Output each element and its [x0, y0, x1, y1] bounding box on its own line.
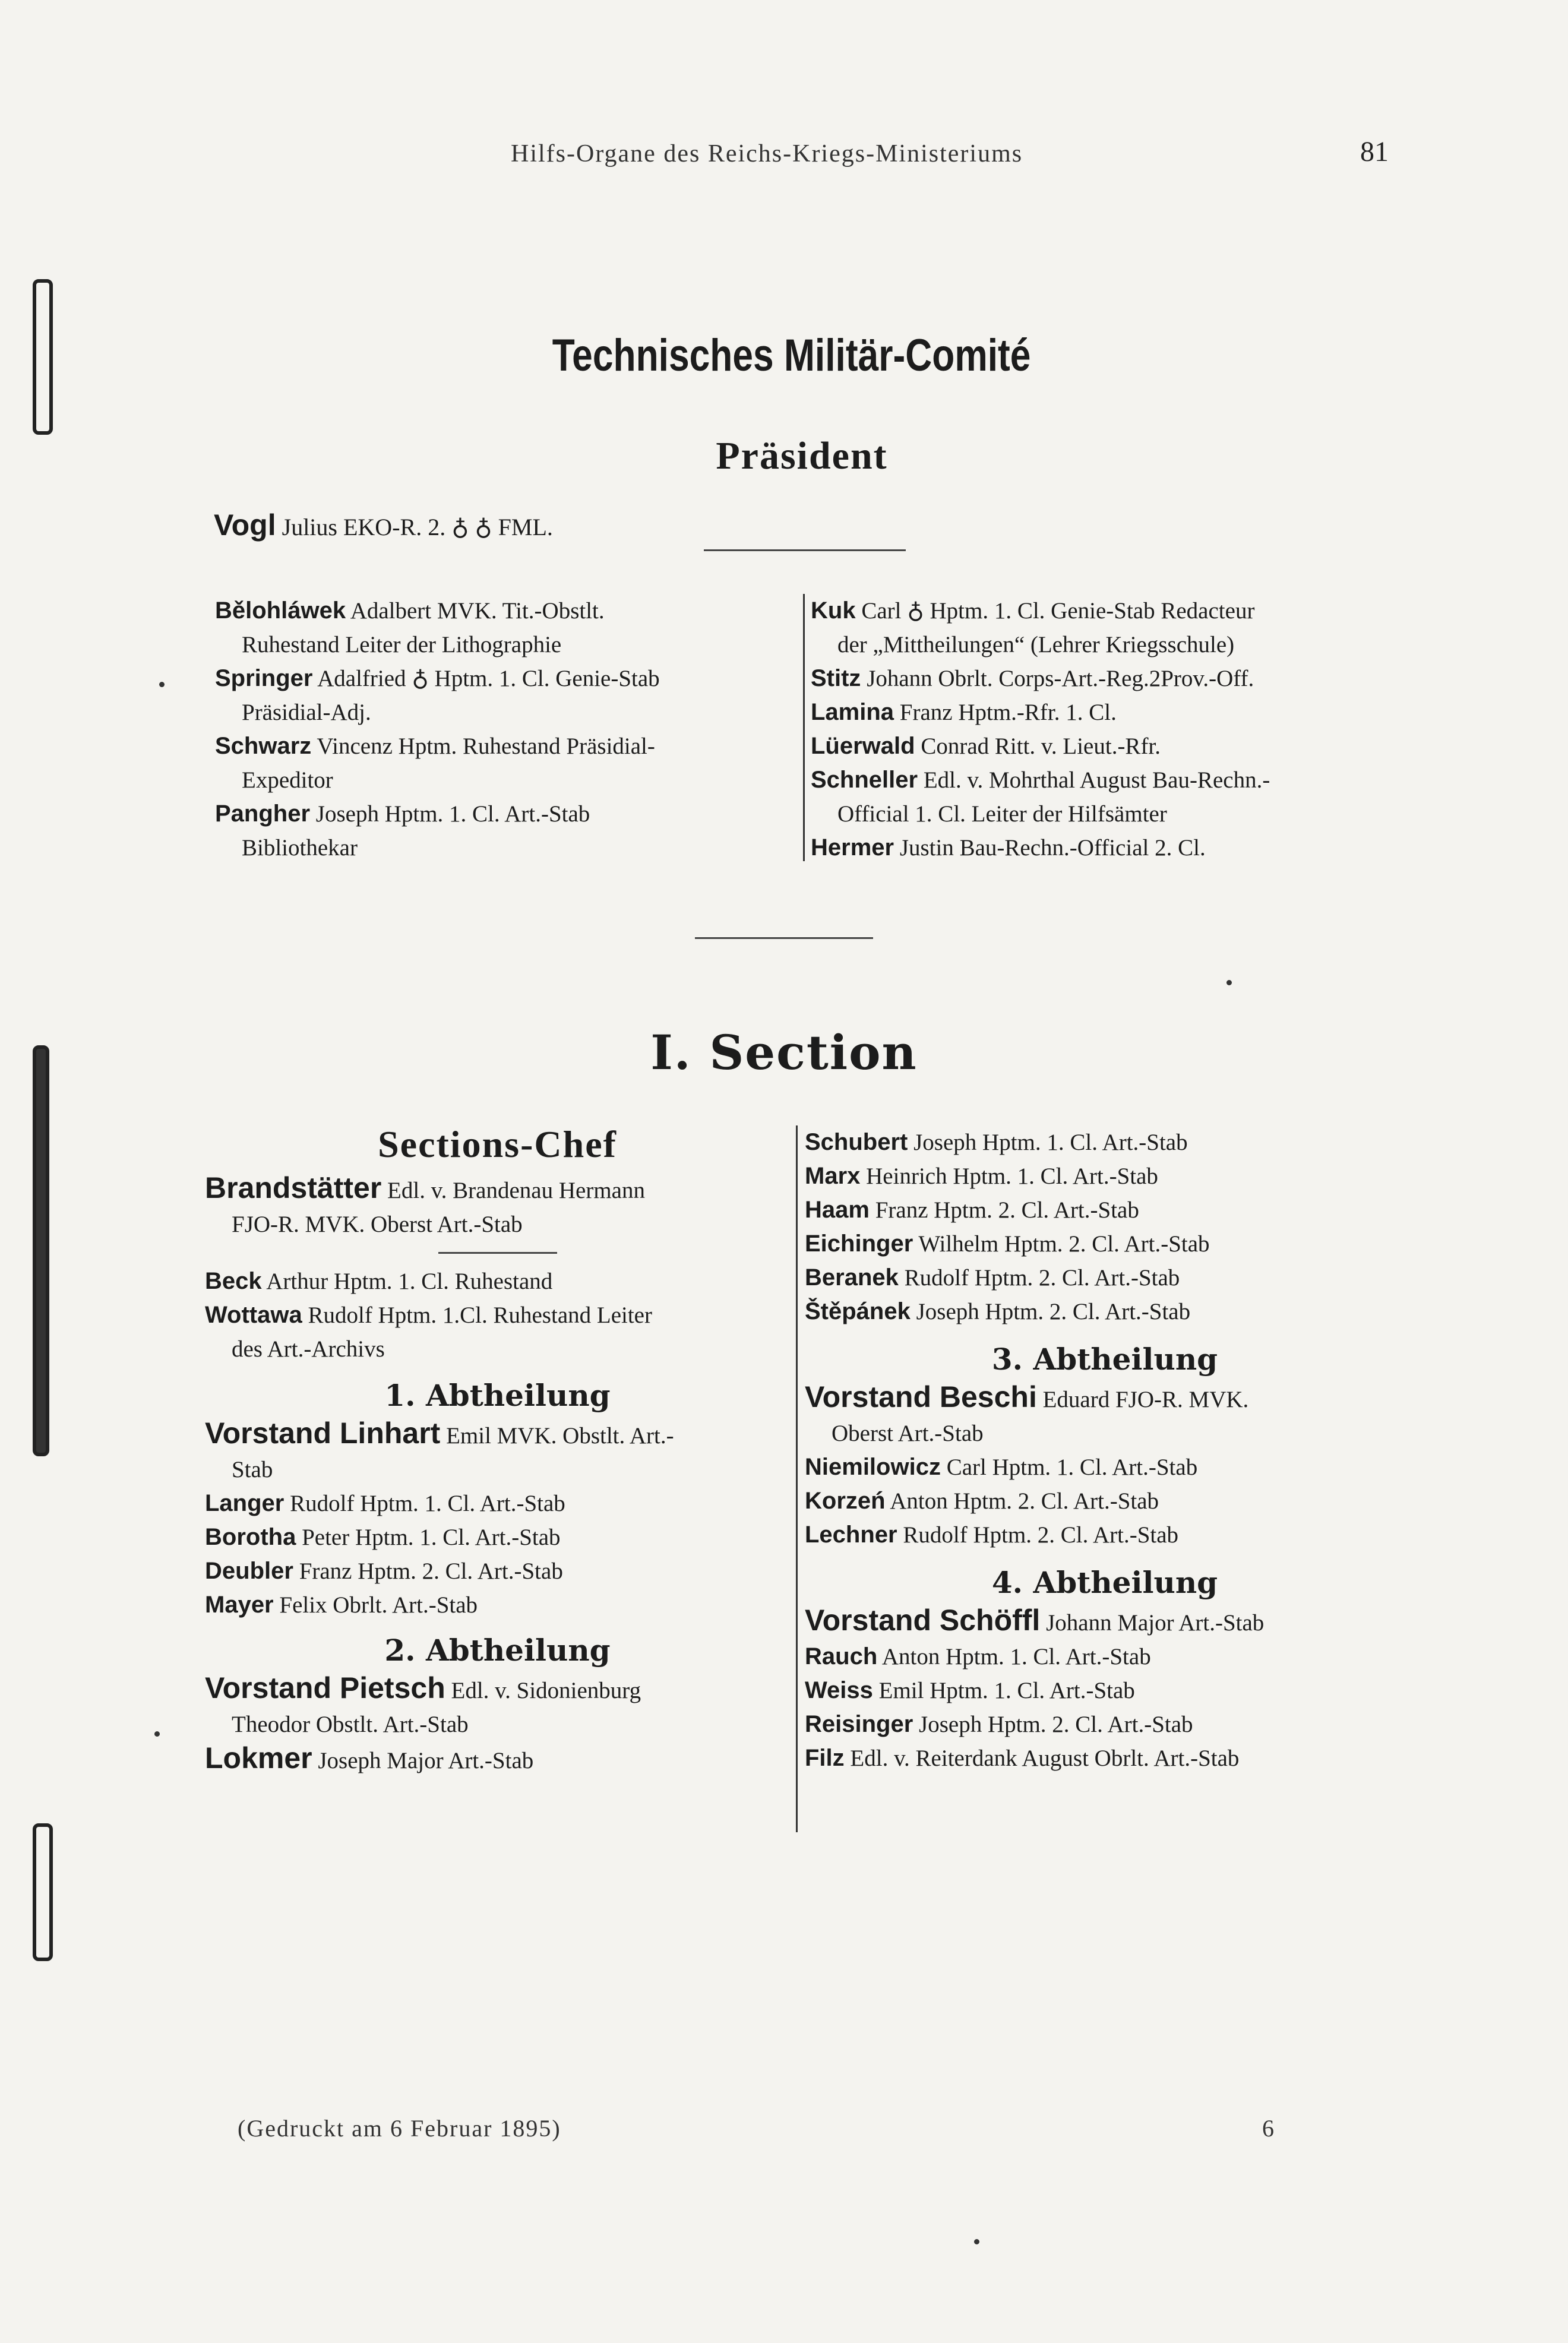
staff-entry: [805, 1604, 1405, 1640]
binding-edge: [33, 279, 53, 435]
staff-name: Springer: [215, 665, 313, 691]
staff-entry: [805, 1193, 1405, 1227]
staff-name: Vorstand Beschi: [805, 1380, 1037, 1414]
staff-entry: [805, 1518, 1405, 1552]
abt4-heading: 4. Abtheilung: [991, 1565, 1218, 1600]
staff-entry: [805, 1484, 1405, 1518]
staff-name: Langer: [205, 1490, 284, 1516]
staff-name: Weiss: [805, 1677, 873, 1703]
staff-details: Edl. v. Sidonienburg: [451, 1678, 641, 1703]
binding-edge: [33, 1823, 53, 1961]
staff-details: Rudolf Hptm. 2. Cl. Art.-Stab: [904, 1265, 1180, 1291]
staff-entry: [215, 695, 785, 729]
speck: [1226, 980, 1232, 985]
staff-name: Schubert: [805, 1129, 908, 1155]
staff-details: Adalfried ♁ Hptm. 1. Cl. Genie-Stab: [317, 666, 660, 691]
staff-details: FJO-R. MVK. Oberst Art.-Stab: [232, 1212, 523, 1237]
staff-entry: [811, 763, 1411, 797]
staff-name: Vorstand Pietsch: [205, 1671, 445, 1705]
staff-name: Vorstand Linhart: [205, 1416, 441, 1450]
staff-details: Theodor Obstlt. Art.-Stab: [232, 1712, 469, 1737]
abt3-heading: 3. Abtheilung: [991, 1342, 1218, 1377]
staff-entry: [205, 1588, 790, 1622]
staff-name: Lechner: [805, 1522, 897, 1548]
staff-details: Joseph Hptm. 1. Cl. Art.-Stab: [913, 1130, 1188, 1155]
staff-details: Joseph Hptm. 2. Cl. Art.-Stab: [919, 1712, 1193, 1737]
staff-details: Rudolf Hptm. 1. Cl. Art.-Stab: [290, 1491, 565, 1516]
staff-entry: [215, 797, 785, 831]
staff-entry: [215, 831, 785, 865]
page-number: 81: [1360, 136, 1389, 167]
staff-details: Joseph Hptm. 2. Cl. Art.-Stab: [916, 1299, 1191, 1324]
staff-entry: [205, 1671, 790, 1708]
praesident-entry: [214, 508, 553, 545]
staff-details: Expeditor: [242, 767, 333, 793]
praesident-name: Vogl: [214, 508, 276, 542]
speck: [154, 1731, 160, 1737]
staff-name: Reisinger: [805, 1711, 913, 1737]
staff-entry: [205, 1708, 790, 1741]
staff-name: Wottawa: [205, 1302, 302, 1328]
staff-name: Hermer: [811, 834, 894, 861]
staff-name: Lüerwald: [811, 733, 915, 759]
staff-details: Franz Hptm. 2. Cl. Art.-Stab: [875, 1197, 1139, 1223]
staff-name: Stitz: [811, 665, 861, 691]
staff-entry: [805, 1416, 1405, 1450]
staff-details: der „Mittheilungen“ (Lehrer Kriegsschule): [837, 632, 1235, 657]
staff-details: Adalbert MVK. Tit.-Obstlt.: [350, 598, 605, 624]
staff-name: Filz: [805, 1745, 845, 1771]
page-title: Technisches Militär-Comité: [552, 330, 1031, 381]
staff-entry: [805, 1380, 1405, 1416]
divider: [704, 549, 906, 551]
staff-details: des Art.-Archivs: [232, 1336, 385, 1362]
chef-heading: Sections-Chef: [378, 1123, 617, 1165]
staff-details: Franz Hptm.-Rfr. 1. Cl.: [899, 700, 1117, 725]
staff-entry: [205, 1171, 790, 1207]
divider: [695, 937, 873, 939]
staff-name: Haam: [805, 1197, 870, 1223]
section-right-column: [805, 1125, 1405, 1775]
staff-entry: [805, 1261, 1405, 1295]
staff-details: Justin Bau-Rechn.-Official 2. Cl.: [899, 835, 1206, 861]
staff-entry: [215, 662, 785, 695]
abt1-heading: 1. Abtheilung: [384, 1378, 611, 1413]
staff-details: Official 1. Cl. Leiter der Hilfsämter: [837, 801, 1167, 827]
staff-name: Lokmer: [205, 1741, 312, 1775]
staff-entry: [811, 662, 1411, 695]
staff-entry: [205, 1487, 790, 1520]
staff-entry: [805, 1125, 1405, 1159]
staff-name: Pangher: [215, 801, 311, 827]
staff-name: Bělohláwek: [215, 597, 346, 624]
staff-details: Anton Hptm. 2. Cl. Art.-Stab: [890, 1488, 1159, 1514]
staff-entry: [805, 1708, 1405, 1741]
section-left-column: [205, 1123, 790, 1778]
staff-details: Johann Obrlt. Corps-Art.-Reg.2Prov.-Off.: [867, 666, 1254, 691]
staff-entry: [805, 1640, 1405, 1674]
staff-name: Beranek: [805, 1264, 899, 1291]
abt2-heading: 2. Abtheilung: [384, 1633, 611, 1668]
staff-details: Rudolf Hptm. 2. Cl. Art.-Stab: [903, 1522, 1179, 1548]
staff-details: Anton Hptm. 1. Cl. Art.-Stab: [881, 1644, 1151, 1669]
staff-details: Arthur Hptm. 1. Cl. Ruhestand: [266, 1269, 553, 1294]
running-title: Hilfs-Organe des Reichs-Kriegs-Ministeriums: [511, 140, 1023, 167]
staff-name: Korzeń: [805, 1488, 886, 1514]
speck: [974, 2239, 979, 2244]
staff-details: Peter Hptm. 1. Cl. Art.-Stab: [302, 1525, 561, 1550]
staff-details: Edl. v. Reiterdank August Obrlt. Art.-Stab: [850, 1746, 1240, 1771]
staff-entry: [811, 695, 1411, 729]
column-divider: [796, 1125, 798, 1832]
staff-entry: [215, 763, 785, 797]
staff-entry: [811, 594, 1411, 628]
staff-details: Edl. v. Mohrthal August Bau-Rechn.-: [923, 767, 1270, 793]
staff-entry: [215, 628, 785, 662]
staff-details: Johann Major Art.-Stab: [1046, 1610, 1264, 1636]
staff-details: Emil MVK. Obstlt. Art.-: [446, 1423, 674, 1449]
staff-entry: [205, 1416, 790, 1453]
staff-details: Carl Hptm. 1. Cl. Art.-Stab: [946, 1455, 1198, 1480]
staff-details: Ruhestand Leiter der Lithographie: [242, 632, 562, 657]
staff-details: Oberst Art.-Stab: [832, 1421, 984, 1446]
staff-entry: [805, 1741, 1405, 1775]
staff-details: Emil Hptm. 1. Cl. Art.-Stab: [878, 1678, 1135, 1703]
praesident-text: Julius EKO-R. 2. ♁ ♁ FML.: [282, 514, 553, 540]
staff-details: Joseph Hptm. 1. Cl. Art.-Stab: [315, 801, 590, 827]
staff-entry: [805, 1227, 1405, 1261]
staff-entry: [205, 1554, 790, 1588]
section-heading: I. Section: [650, 1025, 918, 1080]
left-staff-column: [215, 594, 785, 865]
staff-details: Carl ♁ Hptm. 1. Cl. Genie-Stab Redacteur: [861, 598, 1255, 624]
staff-name: Lamina: [811, 699, 894, 725]
staff-entry: [215, 729, 785, 763]
staff-details: Edl. v. Brandenau Hermann: [387, 1178, 645, 1203]
staff-details: Vincenz Hptm. Ruhestand Präsidial-: [317, 733, 655, 759]
binding-edge: [33, 1045, 49, 1456]
staff-details: Präsidial-Adj.: [242, 700, 371, 725]
staff-details: Felix Obrlt. Art.-Stab: [279, 1592, 478, 1618]
staff-entry: [205, 1298, 790, 1332]
staff-details: Conrad Ritt. v. Lieut.-Rfr.: [921, 733, 1161, 759]
staff-name: Mayer: [205, 1592, 274, 1618]
staff-details: Eduard FJO-R. MVK.: [1042, 1387, 1249, 1412]
staff-name: Rauch: [805, 1643, 878, 1669]
staff-entry: [811, 729, 1411, 763]
staff-name: Eichinger: [805, 1231, 913, 1257]
staff-name: Vorstand Schöffl: [805, 1604, 1041, 1637]
staff-entry: [205, 1741, 790, 1778]
staff-entry: [811, 831, 1411, 865]
staff-entry: [205, 1332, 790, 1366]
staff-entry: [805, 1159, 1405, 1193]
staff-entry: [205, 1207, 790, 1241]
staff-entry: [805, 1450, 1405, 1484]
staff-name: Štěpánek: [805, 1298, 911, 1324]
staff-name: Borotha: [205, 1524, 296, 1550]
staff-entry: [205, 1520, 790, 1554]
right-staff-column: [811, 594, 1411, 865]
staff-details: Heinrich Hptm. 1. Cl. Art.-Stab: [866, 1163, 1158, 1189]
staff-entry: [215, 594, 785, 628]
column-divider: [803, 594, 805, 861]
staff-name: Marx: [805, 1163, 861, 1189]
praesident-heading: Präsident: [716, 434, 888, 478]
staff-name: Niemilowicz: [805, 1454, 941, 1480]
staff-details: Joseph Major Art.-Stab: [318, 1748, 534, 1773]
staff-entry: [811, 628, 1411, 662]
staff-name: Brandstätter: [205, 1171, 382, 1204]
divider: [438, 1252, 557, 1254]
staff-name: Kuk: [811, 597, 856, 624]
staff-name: Beck: [205, 1268, 262, 1294]
imprint: (Gedruckt am 6 Februar 1895): [238, 2115, 561, 2142]
staff-details: Bibliothekar: [242, 835, 358, 861]
staff-details: Franz Hptm. 2. Cl. Art.-Stab: [299, 1558, 563, 1584]
staff-details: Rudolf Hptm. 1.Cl. Ruhestand Leiter: [308, 1302, 652, 1328]
speck: [159, 682, 165, 687]
staff-details: Stab: [232, 1457, 273, 1482]
signature-mark: 6: [1262, 2115, 1274, 2142]
staff-name: Schneller: [811, 767, 918, 793]
staff-entry: [205, 1264, 790, 1298]
staff-entry: [805, 1295, 1405, 1329]
staff-details: Wilhelm Hptm. 2. Cl. Art.-Stab: [918, 1231, 1210, 1257]
staff-name: Schwarz: [215, 733, 312, 759]
staff-entry: [205, 1453, 790, 1487]
staff-name: Deubler: [205, 1558, 293, 1584]
staff-entry: [811, 797, 1411, 831]
staff-entry: [805, 1674, 1405, 1708]
